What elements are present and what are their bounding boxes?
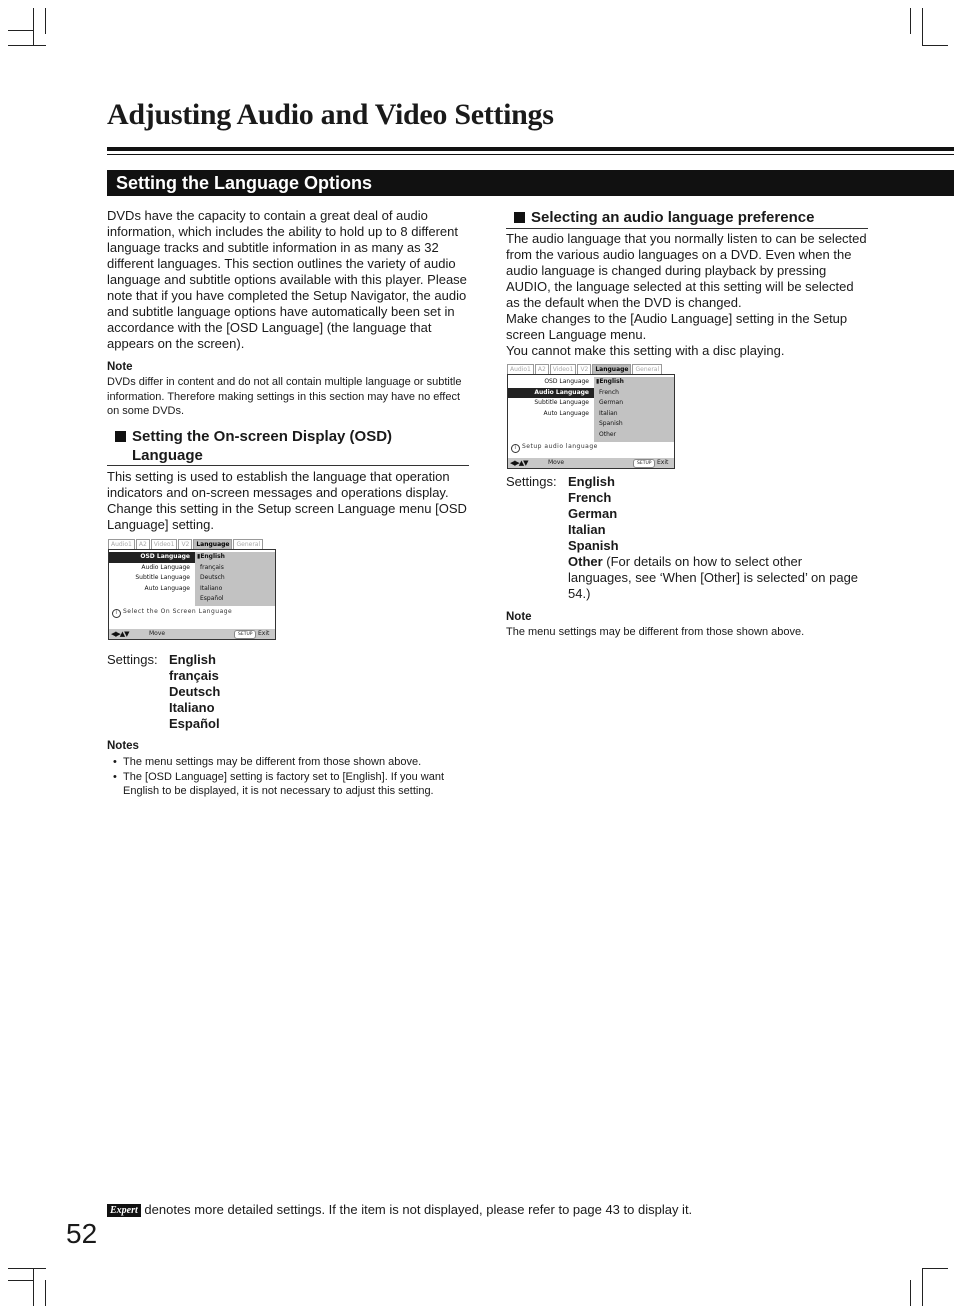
audio-heading-rule xyxy=(506,228,868,229)
setting-value: Deutsch xyxy=(169,684,221,699)
crop-mark xyxy=(45,1280,46,1306)
exit-label: Exit xyxy=(258,630,270,637)
crop-mark xyxy=(8,1268,46,1269)
option-francais[interactable]: français xyxy=(200,563,224,571)
help-line: i Setup audio language xyxy=(511,443,598,453)
osd-heading-rule xyxy=(107,465,469,466)
tab-v2[interactable]: V2 xyxy=(178,539,192,549)
tab-video1[interactable]: Video1 xyxy=(550,364,577,374)
square-bullet-icon xyxy=(115,431,126,442)
menu-item-subtitle-language[interactable]: Subtitle Language xyxy=(534,399,589,406)
setting-value: English xyxy=(568,474,615,489)
info-icon: i xyxy=(511,444,520,453)
crop-mark xyxy=(910,1280,911,1306)
note-label: Note xyxy=(506,611,532,623)
menu-item-audio-language[interactable]: Audio Language xyxy=(508,388,594,399)
note-text: The menu settings may be different from those shown above. xyxy=(506,626,805,638)
expert-footnote xyxy=(107,1202,692,1217)
option-italian[interactable]: Italian xyxy=(599,409,618,417)
setting-value: English xyxy=(169,652,216,667)
option-french[interactable]: French xyxy=(599,388,619,396)
audio-heading: Selecting an audio language preference xyxy=(514,208,866,227)
move-label: Move xyxy=(149,630,166,637)
note-text: DVDs differ in content and do not all contain multiple language or subtitle information. Therefore making settings in this section may have no effect on some DVDs. xyxy=(107,376,462,417)
tab-audio1[interactable]: Audio1 xyxy=(507,364,534,374)
exit-label: Exit xyxy=(657,459,669,466)
crop-mark xyxy=(922,8,923,46)
crop-mark xyxy=(45,8,46,34)
options-panel xyxy=(195,552,275,606)
arrow-keys-icon: ◀▶▲▼ xyxy=(111,630,129,638)
setting-other: Other (For details on how to select other xyxy=(568,554,803,569)
list-item: • The menu settings may be different from those shown above. xyxy=(113,756,422,768)
osd-heading-line1: Setting the On-screen Display (OSD) xyxy=(132,428,393,445)
setting-value: French xyxy=(568,490,612,505)
osd-heading xyxy=(115,427,467,465)
crop-mark xyxy=(8,30,34,31)
menu-item-audio-language[interactable]: Audio Language xyxy=(141,563,190,571)
option-other[interactable]: Other xyxy=(599,430,617,438)
tab-general[interactable]: General xyxy=(632,364,662,374)
section-title: Setting the Language Options xyxy=(116,173,372,193)
note-label: Note xyxy=(107,361,133,373)
setup-button-icon: SETUP xyxy=(234,630,256,639)
settings-label: Settings: xyxy=(506,474,557,489)
list-item: • The [OSD Language] setting is factory set to [English]. If you want English to be displayed, it is not necessary to adjust this setting. xyxy=(113,770,445,797)
notes-label: Notes xyxy=(107,740,139,752)
crop-mark xyxy=(8,45,46,46)
settings-label: Settings: xyxy=(107,652,158,667)
expert-footnote-text: denotes more detailed settings. If the item is not displayed, please refer to page 43 to display it. xyxy=(144,1202,693,1217)
options-panel xyxy=(594,377,674,442)
setting-value: German xyxy=(568,506,618,521)
option-italiano[interactable]: Italiano xyxy=(200,584,223,592)
tab-a2[interactable]: A2 xyxy=(535,364,549,374)
audio-paragraph-1: The audio language that you normally listen to can be selected from the various audio languages on a DVD. Even when the audio language is changed during playback by pressing AUDIO, the language selected at this setting will be selected as the default when the DVD is changed. xyxy=(506,231,867,310)
crop-mark xyxy=(33,8,34,46)
option-german[interactable]: German xyxy=(599,399,624,406)
setting-value: Spanish xyxy=(568,538,619,553)
setup-button-icon: SETUP xyxy=(633,459,655,468)
tab-v2[interactable]: V2 xyxy=(577,364,591,374)
page-number: 52 xyxy=(66,1218,98,1249)
notes-list xyxy=(113,755,458,799)
move-label: Move xyxy=(548,459,565,466)
tab-language[interactable]: Language xyxy=(592,364,631,374)
menu-screen xyxy=(108,549,276,640)
menu-item-subtitle-language[interactable]: Subtitle Language xyxy=(135,574,190,581)
menu-screen xyxy=(507,374,675,469)
option-spanish[interactable]: Spanish xyxy=(599,420,623,427)
tab-language[interactable]: Language xyxy=(193,539,232,549)
setting-other-line2: languages, see ‘When [Other] is selected’ on page xyxy=(568,570,859,585)
tab-general[interactable]: General xyxy=(233,539,263,549)
expert-badge: Expert xyxy=(107,1204,141,1217)
setting-other-line3: 54.) xyxy=(568,586,591,601)
crop-mark xyxy=(922,45,948,46)
audio-settings-list xyxy=(568,474,868,602)
info-icon: i xyxy=(112,609,121,618)
tab-audio1[interactable]: Audio1 xyxy=(108,539,135,549)
crop-mark xyxy=(33,1268,34,1306)
menu-items xyxy=(508,377,594,419)
setting-value: Español xyxy=(169,716,220,731)
crop-mark xyxy=(910,8,911,34)
help-line: i Select the On Screen Language xyxy=(112,608,232,618)
audio-paragraphs xyxy=(506,231,870,359)
menu-item-auto-language[interactable]: Auto Language xyxy=(144,584,190,592)
audio-paragraph-3: You cannot make this setting with a disc playing. xyxy=(506,343,785,358)
setting-value: Italian xyxy=(568,522,606,537)
menu-footer xyxy=(508,458,674,468)
section-band xyxy=(107,170,954,196)
tab-video1[interactable]: Video1 xyxy=(151,539,178,549)
osd-settings-list xyxy=(169,652,220,732)
square-bullet-icon xyxy=(514,212,525,223)
crop-mark xyxy=(922,1268,923,1306)
menu-item-osd-language[interactable]: OSD Language xyxy=(109,552,195,563)
menu-item-auto-language[interactable]: Auto Language xyxy=(543,409,589,417)
crop-mark xyxy=(922,1268,948,1269)
setting-value: français xyxy=(169,668,219,683)
osd-heading-line2: Language xyxy=(132,447,203,464)
audio-menu-screen xyxy=(507,364,675,467)
title-rule-thin xyxy=(107,154,954,155)
osd-paragraph: This setting is used to establish the language that operation indicators and on-screen messages and operations display. Change this setting in the Setup screen Language menu [OSD Language] setting. xyxy=(107,469,467,532)
page-title: Adjusting Audio and Video Settings xyxy=(107,98,554,131)
option-english[interactable]: ▮English xyxy=(197,553,225,560)
option-english[interactable]: ▮English xyxy=(596,378,624,385)
option-deutsch[interactable]: Deutsch xyxy=(200,574,225,581)
menu-item-osd-language[interactable]: OSD Language xyxy=(544,378,589,385)
menu-footer xyxy=(109,629,275,639)
option-espanol[interactable]: Español xyxy=(200,595,224,602)
audio-paragraph-2: Make changes to the [Audio Language] setting in the Setup screen Language menu. xyxy=(506,311,848,342)
arrow-keys-icon: ◀▶▲▼ xyxy=(510,459,528,467)
setting-value: Italiano xyxy=(169,700,215,715)
crop-mark xyxy=(8,1280,34,1281)
osd-menu-screen xyxy=(108,539,276,639)
menu-items xyxy=(109,552,195,594)
tab-a2[interactable]: A2 xyxy=(136,539,150,549)
title-rule xyxy=(107,147,954,151)
intro-paragraph: DVDs have the capacity to contain a great deal of audio information, which includes the ability to hold up to 8 different language tracks and subtitle information in as many as 32 different languages. This section outlines the variety of audio language and subtitle options available with this player. Please note that if you have completed the Setup Navigator, the audio and subtitle language options have automatically been set in accordance with the [OSD Language] (the language that appears on the screen). xyxy=(107,208,467,351)
